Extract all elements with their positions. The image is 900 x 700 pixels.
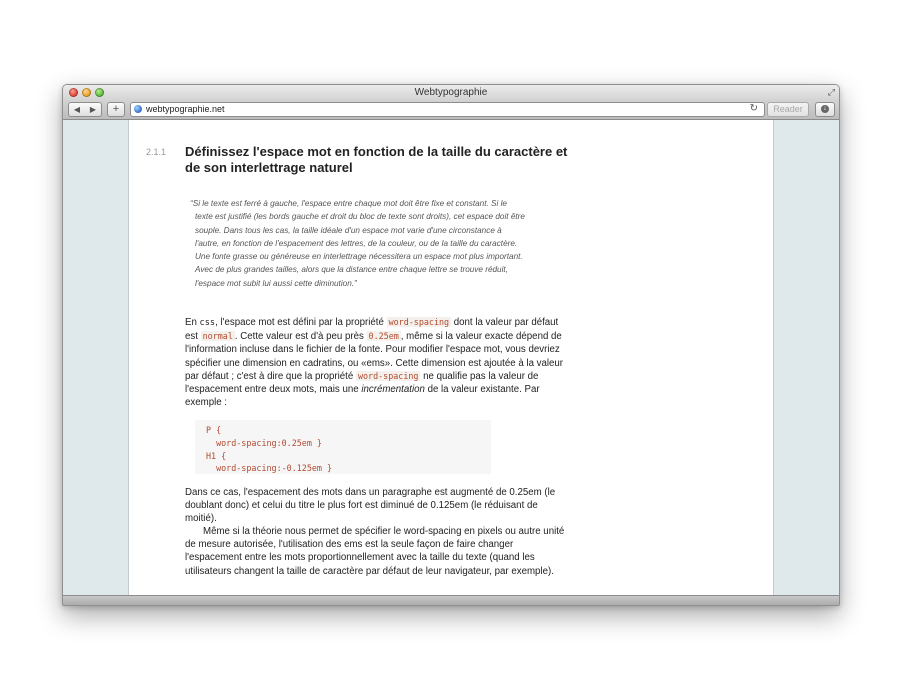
title-bar xyxy=(63,85,839,101)
browser-window xyxy=(62,84,840,606)
back-button[interactable]: ◀ xyxy=(68,102,86,117)
window-title: Webtypographie xyxy=(414,87,488,98)
downloads-button[interactable] xyxy=(815,102,835,117)
fullscreen-icon[interactable]: ⤢ xyxy=(827,87,835,97)
heading-line-2: de son interlettrage naturel xyxy=(185,160,353,175)
para1-text-6: ne qualifie pas la valeur de l'espacement entre deux mots, mais une xyxy=(185,370,539,396)
globe-icon xyxy=(134,105,142,113)
blockquote xyxy=(190,197,525,290)
address-bar[interactable] xyxy=(130,102,765,117)
download-icon: ↓ xyxy=(821,105,829,113)
para1-text-7: de la valeur existante. Par exemple : xyxy=(185,384,540,409)
article-page xyxy=(128,120,774,595)
add-bookmark-button[interactable]: + xyxy=(107,102,125,117)
para1-text-2: , l'espace mot est défini par la propriété xyxy=(215,317,387,328)
section-heading xyxy=(185,144,625,176)
paragraph-word-spacing xyxy=(185,316,565,409)
heading-line-1: Définissez l'espace mot en fonction de la taille du caractère et xyxy=(185,144,568,159)
quote-open-mark: “ xyxy=(190,199,193,208)
quote-text: Si le texte est ferré à gauche, l'espace entre chaque mot doit être fixe et constant. Si le texte est justifié (les bords gauche et droit du bloc de texte sont droits), cet espace doit être souple. Dans tous les cas, la taille idéale d'un espace mot varie d'une circonstance à l'autre, en fonction de l'espacement des lettres, de la couleur, ou de la taille du caractère. Une fonte grasse ou généreuse en interlettrage nécessitera un espace mot plus important. Avec de plus grandes tailles, alors que la distance entre chaque lettre se trouve réduit, l'espace mot subit lui aussi cette diminution. xyxy=(192,199,525,288)
inline-code-word-spacing: word-spacing xyxy=(388,317,450,327)
inline-code-normal: normal xyxy=(202,331,233,342)
inline-code-025em: 0.25em xyxy=(368,331,399,342)
para1-text-4: . Cette valeur est d'à peu près xyxy=(234,331,367,343)
forward-button[interactable]: ▶ xyxy=(85,102,102,117)
status-bar xyxy=(63,595,839,606)
section-number: 2.1.1 xyxy=(146,147,167,157)
reload-icon[interactable]: ↻ xyxy=(749,103,758,114)
url-text[interactable]: webtypographie.net xyxy=(146,104,225,114)
para1-text-1: En xyxy=(185,317,200,328)
browser-toolbar xyxy=(63,101,839,120)
css-term: css xyxy=(199,318,216,328)
inline-code-word-spacing-2: word-spacing xyxy=(357,370,419,381)
emphasis-incrementation: incrémentation xyxy=(361,384,425,396)
para1-text-5: , même si la valeur exacte dépend de l'information incluse dans le fichier de la fonte. Pour modifier l'espace mot, vous devriez spécifier une dimension en cadratins, ou «ems». Cette dimension est ajoutée à la valeur par défaut ; c'est à dire que la propriété xyxy=(185,331,564,382)
quote-close-mark: ” xyxy=(354,278,357,288)
paragraph-ems-theory: Même si la théorie nous permet de spécifier le word-spacing en pixels ou autre unité de mesure autorisée, l'utilisation des ems est la seule façon de faire changer l'espacement entre les mots proportionnellement avec la taille du texte (quand les utilisateurs changent la taille de caractère par défaut de leur navigateur, par exemple). xyxy=(185,526,565,577)
page-viewport[interactable] xyxy=(63,120,839,595)
paragraph-example-explanation: Dans ce cas, l'espacement des mots dans un paragraphe est augmenté de 0.25em (le doublant donc) et celui du titre le plus fort est diminué de 0.125em (le réduisant de moitié). xyxy=(185,487,556,525)
reader-button[interactable]: Reader xyxy=(767,102,809,117)
para1-text-3: dont la valeur par défaut est xyxy=(185,317,559,343)
code-example: P { word-spacing:0.25em } H1 { word-spacing:-0.125em } xyxy=(195,420,491,474)
